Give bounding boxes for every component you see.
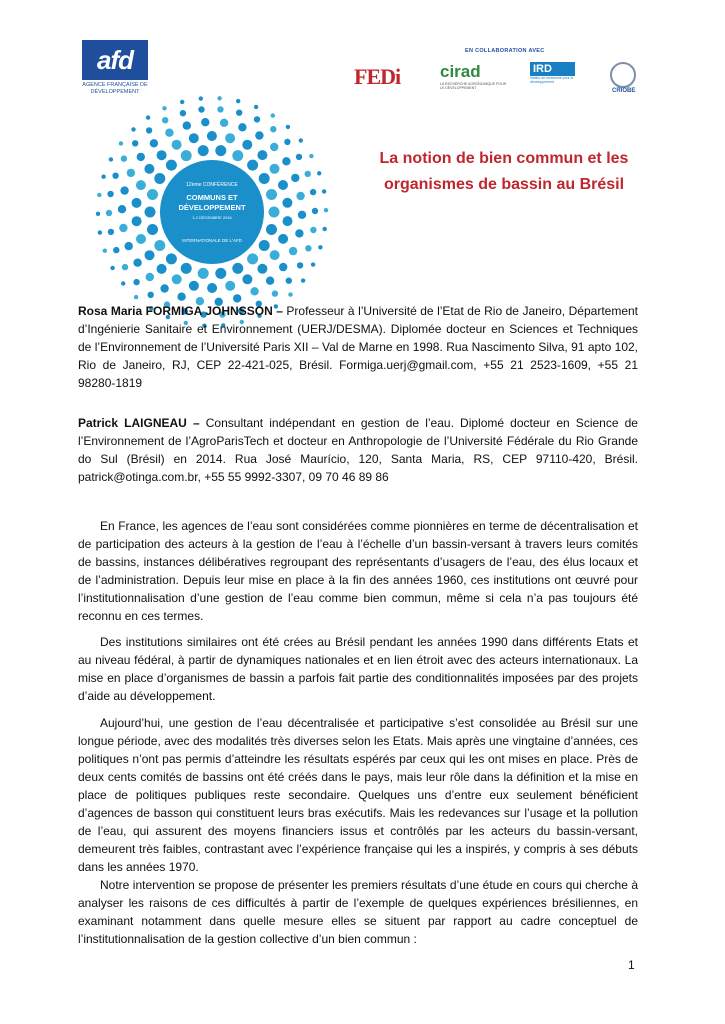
icon-dot (242, 140, 252, 150)
ird-logo-subtitle: Institut de recherche pour le développement (530, 76, 574, 84)
conference-logo-graphic (92, 92, 332, 332)
icon-dot (150, 139, 158, 147)
icon-dot (278, 234, 288, 244)
cirad-logo-name: cirad (440, 62, 481, 81)
icon-dot (112, 173, 118, 179)
icon-dot (201, 118, 209, 126)
fedi-logo: FEDi (354, 64, 401, 89)
icon-dot (250, 287, 258, 295)
page-number: 1 (628, 958, 635, 972)
icon-dot (217, 96, 221, 100)
icon-dot (162, 117, 168, 123)
author-bio: Professeur à l’Université de l’Etat de Rio de Janeiro, Département d’Ingénierie Sanitaire et Environnement (UERJ/DESMA). Diplomée docteur en Sciences et Techniques de l’Environnement de l’Université Paris XII – Val de Marne en 1998. Rua Nascimento Silva, 91 apto 102, Rio de Janeiro, RJ, CEP 22-421-025, Brésil. Formiga.uerj@gmail.com, +55 21 2523-1609, +55 21 98280-1819 (78, 304, 638, 390)
author-bio: Consultant indépendant en gestion de l’eau. Diplomé docteur en Science de l’Environnement de l’AgroParisTech et docteur en Anthropologie de l’Université Fédérale du Rio Grande do Sul (Brésil) en 2014. Rua José Maurício, 120, Santa Maria, RS, CEP 97110-420, Brésil. patrick@otinga.com.br, +55 55 9992-3307, 09 70 46 89 86 (78, 416, 638, 484)
icon-dot (119, 141, 123, 145)
icon-dot (133, 279, 139, 285)
icon-dot (270, 143, 278, 151)
icon-dot (180, 100, 184, 104)
icon-dot (298, 211, 306, 219)
icon-dot (145, 250, 155, 260)
icon-dot (270, 250, 280, 260)
icon-dot (107, 191, 113, 197)
icon-dot (259, 173, 270, 184)
icon-dot (296, 154, 302, 160)
icon-dot (220, 119, 228, 127)
icon-dot (284, 139, 290, 145)
icon-dot (286, 125, 290, 129)
icon-dot (225, 133, 235, 143)
icon-dot (324, 208, 328, 212)
icon-dot (310, 189, 316, 195)
icon-dot (217, 106, 223, 112)
icon-dot (257, 264, 267, 274)
icon-dot (119, 224, 127, 232)
icon-dot (255, 131, 263, 139)
icon-dot (180, 110, 186, 116)
icon-dot (118, 205, 126, 213)
icon-dot (189, 133, 199, 143)
icon-dot (323, 227, 327, 231)
icon-dot (181, 150, 192, 161)
icon-dot (146, 273, 154, 281)
cirad-logo (440, 62, 510, 90)
icon-dot (144, 164, 154, 174)
conference-edition: 12ème CONFÉRENCE (186, 182, 238, 188)
icon-dot (254, 116, 260, 122)
icon-dot (312, 208, 318, 214)
icon-dot (259, 240, 270, 251)
icon-dot (160, 284, 168, 292)
icon-dot (269, 207, 280, 218)
icon-dot (278, 180, 288, 190)
icon-dot (157, 264, 167, 274)
icon-dot (198, 106, 204, 112)
icon-dot (98, 230, 102, 234)
icon-dot (122, 264, 128, 270)
icon-dot (198, 145, 209, 156)
icon-dot (296, 192, 304, 200)
icon-dot (272, 290, 278, 296)
collaboration-label: EN COLLABORATION AVEC (465, 48, 545, 54)
icon-dot (225, 281, 235, 291)
icon-dot (286, 278, 292, 284)
ird-logo-name: IRD (530, 62, 575, 76)
icon-dot (147, 224, 158, 235)
icon-dot (299, 138, 303, 142)
icon-dot (96, 212, 100, 216)
icon-dot (145, 207, 156, 218)
icon-dot (289, 247, 297, 255)
icon-dot (162, 106, 166, 110)
icon-dot (283, 216, 293, 226)
icon-dot (132, 216, 142, 226)
icon-dot (297, 262, 303, 268)
icon-dot (166, 253, 177, 264)
icon-dot (97, 193, 101, 197)
icon-dot (271, 113, 275, 117)
icon-dot (172, 140, 182, 150)
icon-dot (215, 268, 226, 279)
icon-dot (207, 283, 217, 293)
icon-dot (317, 171, 321, 175)
icon-dot (101, 175, 105, 179)
conference-title-line2: DÉVELOPPEMENT (178, 203, 246, 212)
icon-dot (108, 229, 114, 235)
icon-dot (113, 247, 119, 253)
icon-dot (136, 234, 146, 244)
author-block-2 (78, 414, 638, 486)
icon-dot (181, 263, 192, 274)
icon-dot (318, 245, 322, 249)
icon-dot (172, 274, 182, 284)
icon-dot (106, 210, 112, 216)
icon-dot (148, 292, 154, 298)
icon-dot (121, 155, 127, 161)
icon-dot (282, 157, 290, 165)
icon-dot (199, 96, 203, 100)
author-name: Rosa Maria FORMIGA JOHNSSON – (78, 304, 283, 318)
ird-logo (530, 62, 588, 82)
icon-dot (242, 274, 252, 284)
icon-dot (177, 293, 185, 301)
icon-dot (132, 198, 142, 208)
icon-dot (270, 126, 276, 132)
title-line-2: organismes de bassin au Brésil (383, 176, 625, 193)
author-name: Patrick LAIGNEAU – (78, 416, 200, 430)
icon-dot (157, 150, 167, 160)
icon-dot (270, 164, 280, 174)
conference-arc-text: INTERNATIONALE DE L'AFD (182, 238, 242, 243)
document-title (360, 146, 648, 198)
icon-dot (305, 171, 311, 177)
conference-center-disc (160, 160, 264, 264)
icon-dot (247, 253, 258, 264)
icon-dot (232, 263, 243, 274)
icon-dot (146, 127, 152, 133)
author-block-1 (78, 302, 638, 392)
afd-logo-subtitle: AGENCE FRANÇAISE DE DÉVELOPPEMENT (82, 82, 148, 95)
icon-dot (125, 242, 133, 250)
icon-dot (121, 281, 125, 285)
body-paragraph-1: En France, les agences de l’eau sont considérées comme pionnières en terme de décentralisation et de participation des acteurs à la gestion de l’eau à l’échelle d’un bassin-versant à travers leurs comités de bassins, instances délibératives regroupant des représentants d’usagers de l’eau, des élus locaux et de l’administration. Depuis leur mise en place à la fin des années 1960, ces institutions ont œuvré pour l’institutionnalisation d’une gestion de l’eau comme bien commun, même si cela n’a pas toujours été reconnu en ces termes. (78, 519, 638, 623)
icon-dot (291, 174, 299, 182)
icon-dot (309, 154, 313, 158)
icon-dot (236, 99, 240, 103)
icon-dot (311, 262, 315, 266)
criobe-globe-icon (610, 62, 636, 88)
icon-dot (136, 180, 146, 190)
icon-dot (146, 115, 150, 119)
title-line-1: La notion de bien commun et les (379, 150, 629, 167)
icon-dot (134, 295, 138, 299)
icon-dot (183, 121, 191, 129)
icon-dot (266, 277, 274, 285)
icon-dot (154, 240, 165, 251)
icon-dot (236, 110, 242, 116)
icon-dot (215, 145, 226, 156)
icon-dot (127, 169, 135, 177)
icon-dot (147, 189, 158, 200)
body-paragraph-2: Des institutions similaires ont été crées au Brésil pendant les années 1990 dans différents Etats et au niveau fédéral, à partir de dynamiques nationales et en lien étroit avec des acteurs internationaux. La mise en place d’organismes de bassin a parfois fait partie des conditionnalités imposées par des projets d’aide au développement. (78, 635, 638, 703)
icon-dot (131, 127, 135, 131)
icon-dot (165, 129, 173, 137)
icon-dot (257, 150, 267, 160)
criobe-logo (610, 62, 662, 94)
icon-dot (247, 160, 258, 171)
icon-dot (120, 186, 128, 194)
icon-dot (133, 259, 141, 267)
icon-dot (266, 189, 277, 200)
icon-dot (189, 281, 199, 291)
icon-dot (288, 292, 292, 296)
icon-dot (137, 153, 145, 161)
icon-dot (282, 198, 292, 208)
icon-dot (198, 268, 209, 279)
conference-title-line1: COMMUNS ET (186, 193, 238, 202)
icon-dot (166, 160, 177, 171)
icon-dot (154, 173, 165, 184)
icon-dot (279, 263, 287, 271)
icon-dot (310, 227, 316, 233)
icon-dot (110, 266, 114, 270)
icon-dot (254, 105, 258, 109)
afd-logo-mark: afd (82, 40, 148, 80)
icon-dot (266, 224, 277, 235)
icon-dot (109, 157, 113, 161)
icon-dot (232, 150, 243, 161)
icon-dot (207, 131, 217, 141)
criobe-logo-name: CRIOBE (612, 88, 636, 94)
icon-dot (132, 140, 138, 146)
icon-dot (295, 229, 303, 237)
body-paragraph-4: Notre intervention se propose de présenter les premiers résultats d’une étude en cours qui cherche à analyser les raisons de ces difficultés à partir de l’exemple de quelques expériences brésiliennes, en examinant notamment dans quelle mesure elles se situent par rapport au cadre conceptuel de l’institutionnalisation de la gestion collective d’un bien commun : (78, 878, 638, 946)
conference-date: 1-2 DÉCEMBRE 2016 (192, 215, 232, 220)
body-paragraph-3: Aujourd’hui, une gestion de l’eau décentralisée et participative s’est consolidée au Brésil sur une longue période, avec des modalités très diverses selon les Etats. Mais après une vingtaine d’années, ces politiques n’ont pas permis d’atteindre les résultats espérés par ceux qui les ont mises en place. Près de deux cents comités de bassins ont été créés dans le pays, mais leur rôle dans la définition et la mise en place de politiques publiques reste secondaire. Quelques uns d’entre eux seulement bénéficient d’agences de basson qui constituent leurs bras exécutifs. Mais les redevances sur l’usage et la pollution de l’eau, qui assurent des moyens financiers issus et contrôlés par les acteurs du bassin-versant, demeurent très faibles, contrastant avec l’expérience française qui les a inspirés, y compris à ses débuts dans les années 1970. (78, 716, 638, 874)
icon-dot (305, 245, 311, 251)
icon-dot (103, 249, 107, 253)
icon-dot (238, 123, 246, 131)
icon-dot (322, 189, 326, 193)
icon-dot (301, 278, 305, 282)
cirad-logo-subtitle: LA RECHERCHE AGRONOMIQUE POUR LE DÉVELOPPEMENT (440, 82, 507, 90)
